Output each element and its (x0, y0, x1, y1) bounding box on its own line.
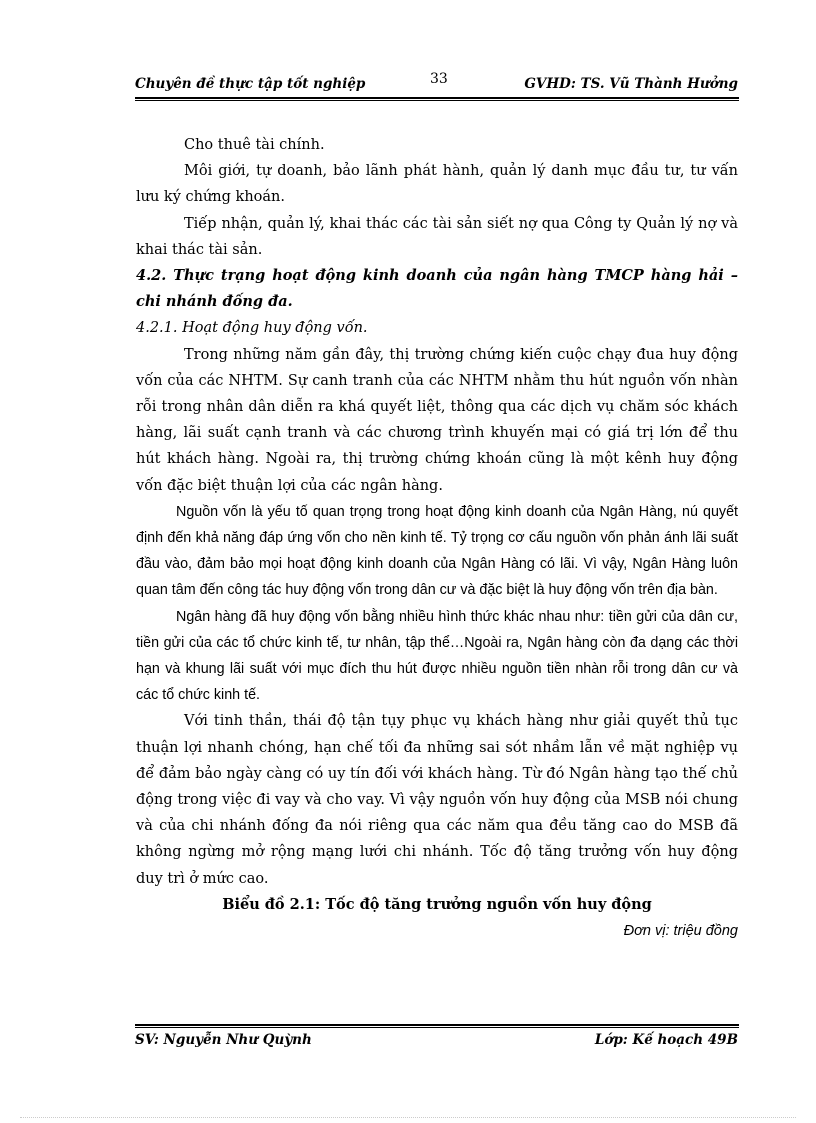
footer-rule-secondary (135, 1027, 739, 1028)
paragraph-brokerage: Môi giới, tự doanh, bảo lãnh phát hành, quản lý danh mục đầu tư, tư vấn lưu ký chứng khoán. (136, 163, 738, 206)
section-heading-4-2-1: 4.2.1. Hoạt động huy động vốn. (136, 320, 368, 337)
page-body (136, 132, 738, 944)
footer-left: SV: Nguyễn Như Quỳnh (135, 1032, 312, 1048)
page-edge-dots (20, 1117, 796, 1118)
paragraph-mobilization-forms: Ngân hàng đã huy động vốn bằng nhiều hình thức khác nhau như: tiền gửi của dân cư, tiền gửi của các tổ chức kinh tế, tư nhân, tập thể…Ngoài ra, Ngân hàng còn đa dạng các thời hạn và khung lãi suất với mục đích thu hút được nhiều nguồn tiền nhàn rỗi trong dân cư và các tổ chức kinh tế. (136, 608, 738, 704)
header-rule (135, 97, 739, 99)
page-number: 33 (430, 71, 448, 87)
footer-right: Lớp: Kế hoạch 49B (594, 1032, 738, 1048)
unit-label: Đơn vị: triệu đồng (623, 923, 738, 940)
paragraph-service-attitude: Với tinh thần, thái độ tận tụy phục vụ khách hàng như giải quyết thủ tục thuận lợi nhanh chóng, hạn chế tối đa những sai sót nhầm lẫn về mặt nghiệp vụ để đảm bảo ngày càng có uy tín đối với khách hàng. Từ đó Ngân hàng tạo thế chủ động trong việc đi vay và cho vay. Vì vậy nguồn vốn huy động của MSB nói chung và của chi nhánh đống đa nói riêng qua các năm qua đều tăng cao do MSB đã không ngừng mở rộng mạng lưới chi nhánh. Tốc độ tăng trưởng vốn huy động duy trì ở mức cao. (136, 713, 738, 887)
chart-caption: Biểu đồ 2.1: Tốc độ tăng trưởng nguồn vốn huy động (222, 895, 652, 913)
footer-rule (135, 1024, 739, 1026)
paragraph-capital-importance: Nguồn vốn là yếu tố quan trọng trong hoạt động kinh doanh của Ngân Hàng, nú quyết định đến khả năng đáp ứng vốn cho nền kinh tế. Tỷ trọng cơ cấu nguồn vốn phản ánh lãi suất đầu vào, đảm bảo mọi hoạt động kinh doanh của Ngân Hàng có lãi. Vì vậy, Ngân Hàng luôn quan tâm đến công tác huy động vốn trong dân cư và đặc biệt là huy động vốn trên địa bàn. (136, 503, 738, 599)
header-right: GVHD: TS. Vũ Thành Hưởng (524, 76, 738, 92)
header-rule-secondary (135, 100, 739, 101)
paragraph-market-competition: Trong những năm gần đây, thị trường chứng kiến cuộc chạy đua huy động vốn của các NHTM. Sự canh tranh của các NHTM nhằm thu hút nguồn vốn nhàn rỗi trong nhân dân diễn ra khá quyết liệt, thông qua các dịch vụ chăm sóc khách hàng, lãi suất cạnh tranh và các chương trình khuyến mại có giá trị lớn để thu hút khách hàng. Ngoài ra, thị trường chứng khoán cũng là một kênh huy động vốn đặc biệt thuận lợi của các ngân hàng. (136, 346, 738, 494)
paragraph-leasing: Cho thuê tài chính. (184, 137, 325, 153)
paragraph-asset-management: Tiếp nhận, quản lý, khai thác các tài sản siết nợ qua Công ty Quản lý nợ và khai thác tài sản. (136, 215, 738, 258)
header-left: Chuyên đề thực tập tốt nghiệp (135, 76, 366, 92)
section-heading-4-2: 4.2. Thực trạng hoạt động kinh doanh của ngân hàng TMCP hàng hải – chi nhánh đống đa. (136, 267, 738, 311)
